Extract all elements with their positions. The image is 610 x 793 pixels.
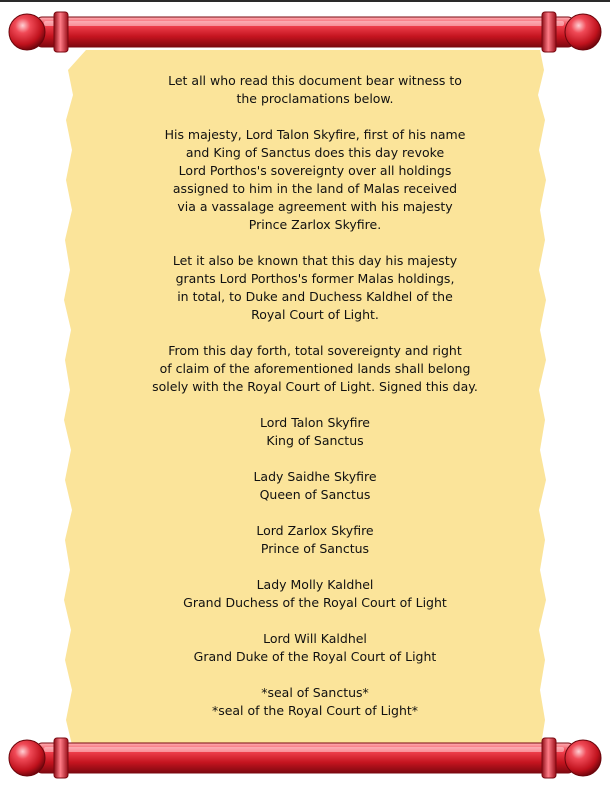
signatory-title: King of Sanctus (266, 433, 364, 448)
signature-block (80, 630, 550, 666)
text-line: via a vassalage agreement with his majesty (177, 199, 453, 214)
signatory-title: Grand Duke of the Royal Court of Light (193, 649, 437, 664)
signatory-name: Lady Molly Kaldhel (256, 577, 374, 592)
text-line: and King of Sanctus does this day revoke (185, 145, 445, 160)
text-line: Let all who read this document bear witness to (168, 73, 462, 88)
signatory-name: Lady Saidhe Skyfire (253, 469, 377, 484)
intro-paragraph (80, 72, 550, 108)
signatory-name: Lord Zarlox Skyfire (256, 523, 374, 538)
signatory-name: Lord Talon Skyfire (259, 415, 371, 430)
conclusion-paragraph (80, 342, 550, 396)
signature-block (80, 522, 550, 558)
text-line: His majesty, Lord Talon Skyfire, first of his name (164, 127, 466, 142)
signatory-title: Grand Duchess of the Royal Court of Light (183, 595, 447, 610)
signatory-title: Queen of Sanctus (259, 487, 371, 502)
text-line: grants Lord Porthos's former Malas holdings, (175, 271, 455, 286)
revocation-paragraph (80, 126, 550, 234)
signature-block (80, 576, 550, 612)
text-line: of claim of the aforementioned lands shall belong (159, 361, 471, 376)
text-line: in total, to Duke and Duchess Kaldhel of the (177, 289, 453, 304)
signatory-name: Lord Will Kaldhel (263, 631, 367, 646)
text-line: Lord Porthos's sovereignty over all holdings (178, 163, 452, 178)
grant-paragraph (80, 252, 550, 324)
text-line: Let it also be known that this day his majesty (172, 253, 458, 268)
text-line: the proclamations below. (236, 91, 394, 106)
bottom-scroll-rod (9, 738, 601, 778)
text-line: solely with the Royal Court of Light. Signed this day. (152, 379, 478, 394)
signature-block (80, 414, 550, 450)
text-line: assigned to him in the land of Malas received (172, 181, 458, 196)
seal-line: *seal of the Royal Court of Light* (211, 703, 419, 718)
text-line: Prince Zarlox Skyfire. (248, 217, 382, 232)
text-line: Royal Court of Light. (251, 307, 379, 322)
signatory-title: Prince of Sanctus (260, 541, 370, 556)
top-scroll-rod (9, 12, 601, 52)
seals-block (80, 684, 550, 720)
signature-block (80, 468, 550, 504)
text-line: From this day forth, total sovereignty and right (168, 343, 462, 358)
seal-line: *seal of Sanctus* (261, 685, 369, 700)
proclamation-text (80, 72, 550, 738)
